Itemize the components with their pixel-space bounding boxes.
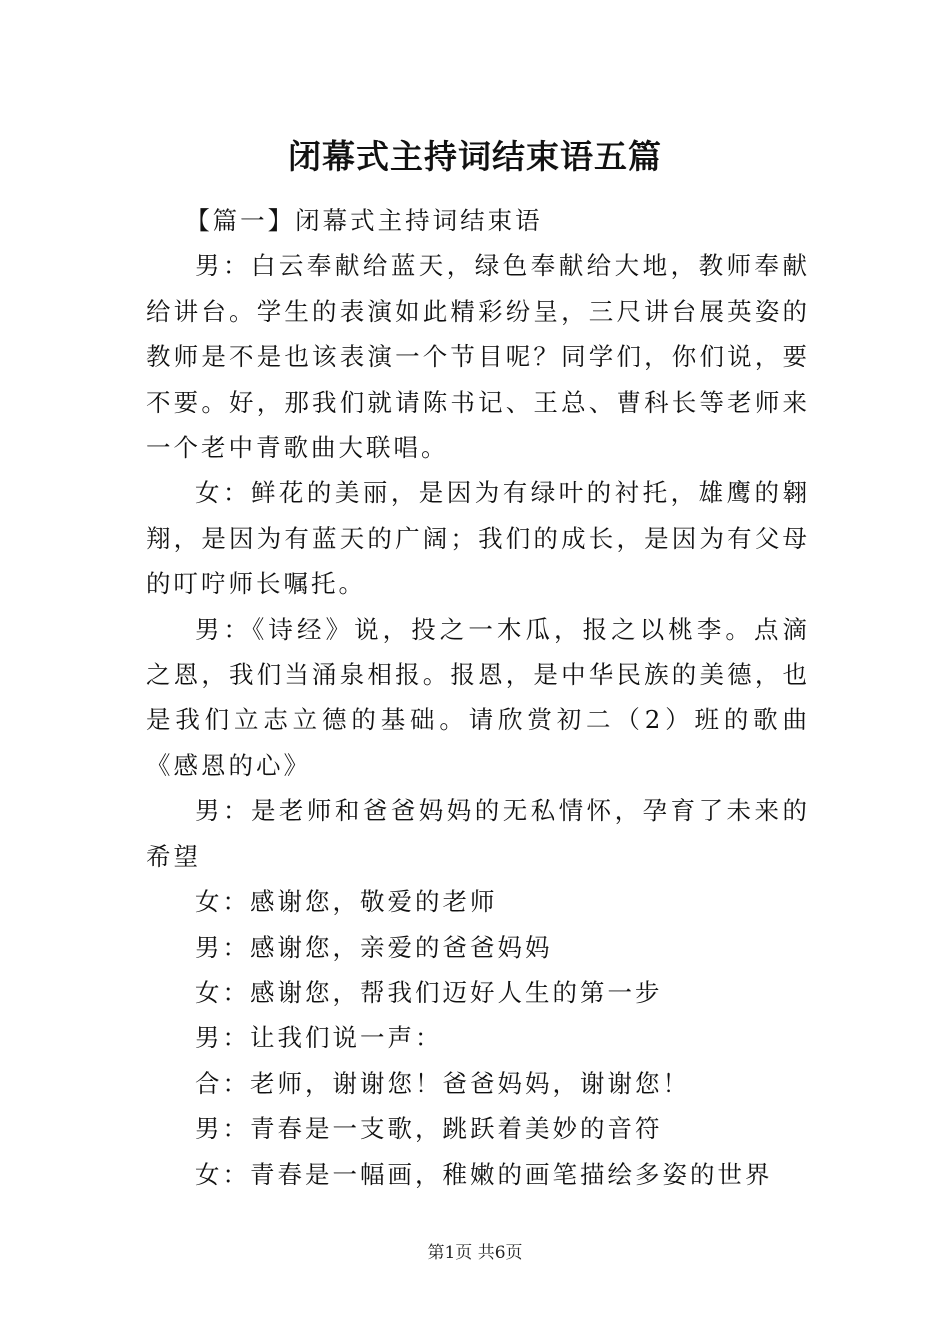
section-heading: 【篇一】闭幕式主持词结束语 <box>185 206 543 235</box>
paragraph: 男：《诗经》说，投之一木瓜，报之以桃李。点滴之恩，我们当涌泉相报。报恩，是中华民族的美德，也是我们立志立德的基础。请欣赏初二（2）班的歌曲《感恩的心》 <box>146 614 810 780</box>
paragraph: 女：感谢您，敬爱的老师 <box>195 887 498 917</box>
paragraph: 男：白云奉献给蓝天，绿色奉献给大地，教师奉献给讲台。学生的表演如此精彩纷呈，三尺讲台展英姿的教师是不是也该表演一个节目呢？同学们，你们说，要不要。好，那我们就请陈书记、王总、曹科长等老师来一个老中青歌曲大联唱。 <box>146 251 810 463</box>
paragraph: 女：感谢您，帮我们迈好人生的第一步 <box>195 977 663 1007</box>
paragraph: 合：老师，谢谢您！爸爸妈妈，谢谢您！ <box>195 1068 690 1098</box>
paragraph: 男：感谢您，亲爱的爸爸妈妈 <box>195 932 553 962</box>
paragraph: 男：青春是一支歌，跳跃着美妙的音符 <box>195 1114 663 1144</box>
paragraph: 男：让我们说一声： <box>195 1023 443 1053</box>
document-title: 闭幕式主持词结束语五篇 <box>288 137 662 176</box>
paragraph: 男：是老师和爸爸妈妈的无私情怀，孕育了未来的希望 <box>146 796 810 871</box>
page-footer: 第1页 共6页 <box>427 1243 523 1263</box>
document-body <box>146 198 810 1197</box>
paragraph: 女：青春是一幅画，稚嫩的画笔描绘多姿的世界 <box>195 1159 773 1189</box>
paragraph: 女：鲜花的美丽，是因为有绿叶的衬托，雄鹰的翱翔，是因为有蓝天的广阔；我们的成长，是因为有父母的叮咛师长嘱托。 <box>146 478 810 599</box>
